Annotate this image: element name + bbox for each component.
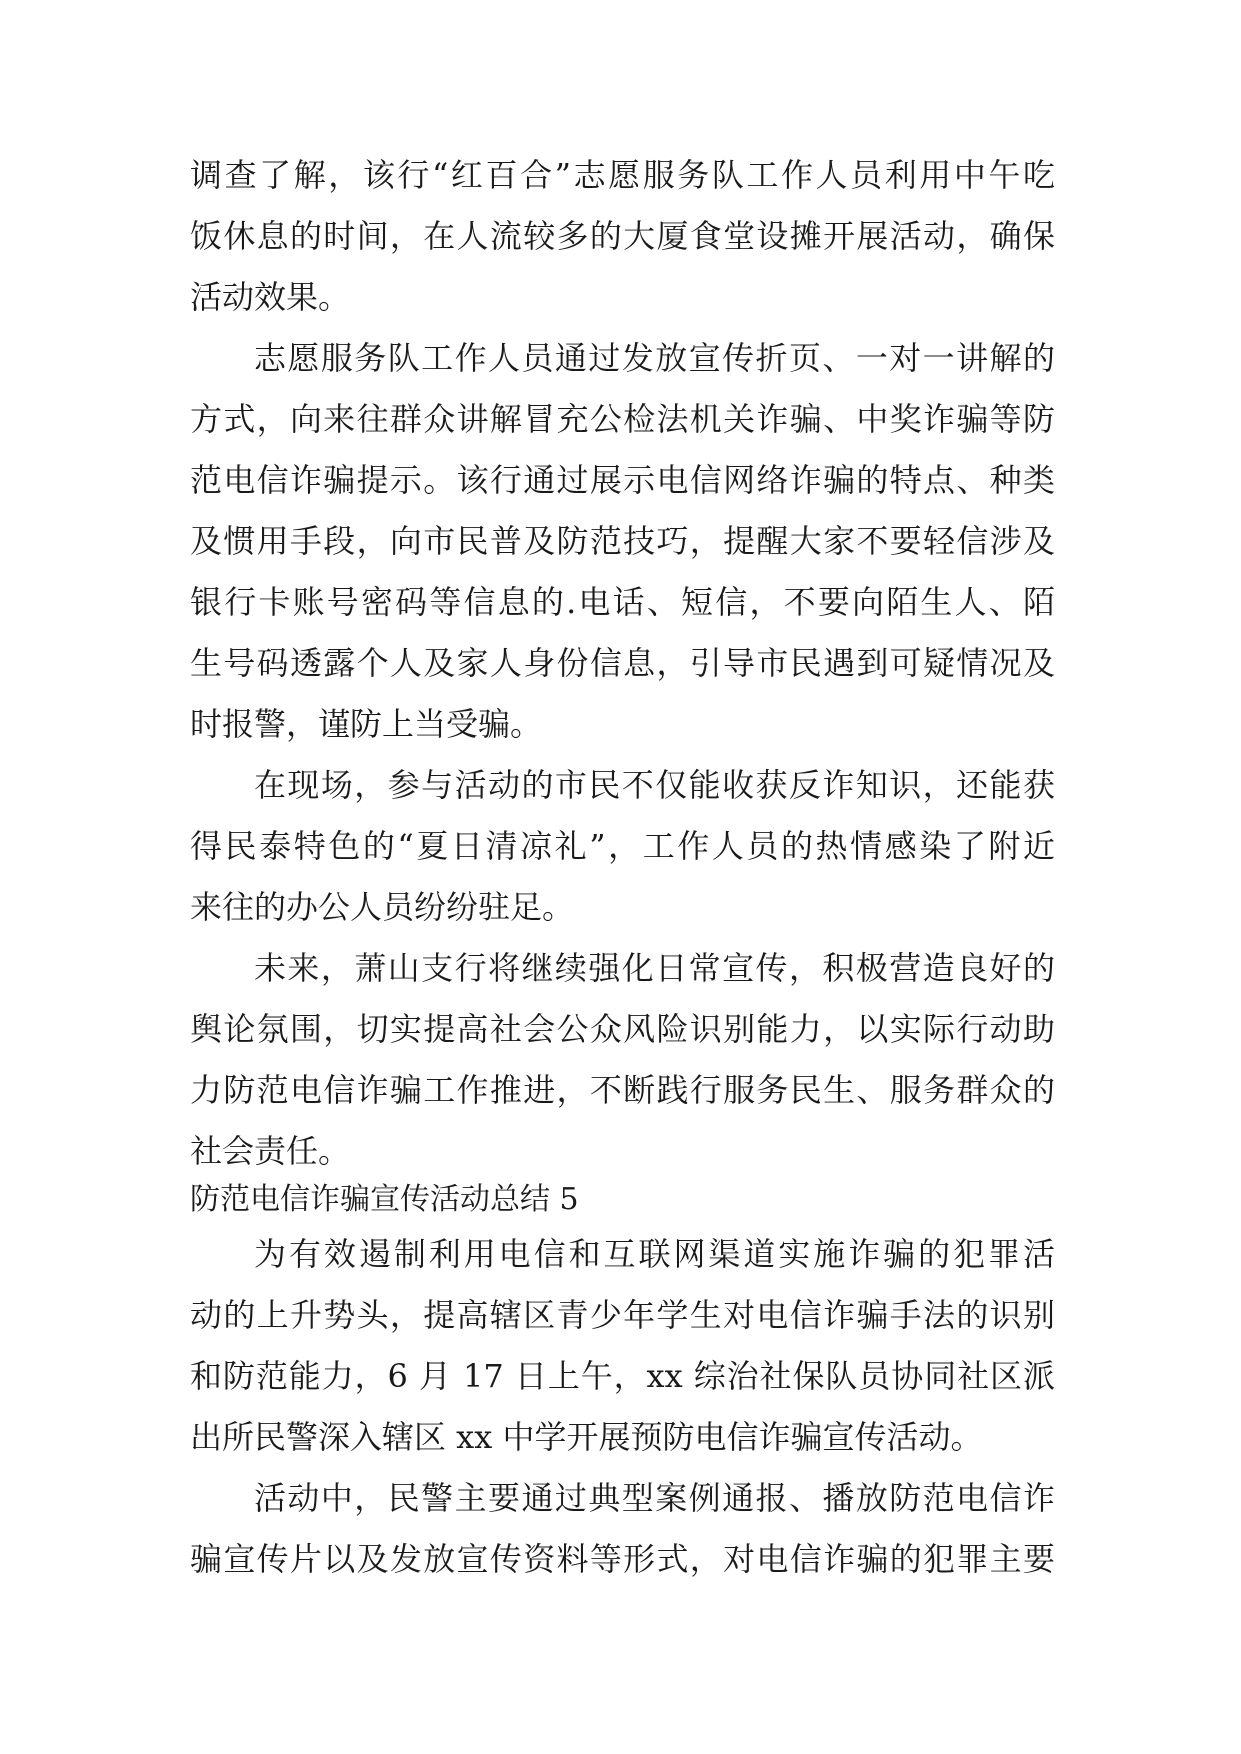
text-line: 动的上升势头，提高辖区青少年学生对电信诈骗手法的识别 — [190, 1296, 1055, 1334]
text-line: 为有效遏制利用电信和互联网渠道实施诈骗的犯罪活 — [254, 1235, 1055, 1273]
text-line: 饭休息的时间，在人流较多的大厦食堂设摊开展活动，确保 — [190, 217, 1055, 255]
section-heading: 防范电信诈骗宣传活动总结 5 — [190, 1182, 579, 1217]
text-line: 来往的办公人员纷纷驻足。 — [190, 888, 575, 926]
text-line: 舆论氛围，切实提高社会公众风险识别能力，以实际行动助 — [190, 1010, 1055, 1048]
document-page — [190, 145, 1055, 1590]
text-line: 未来，萧山支行将继续强化日常宣传，积极营造良好的 — [254, 949, 1055, 987]
text-line: 方式，向来往群众讲解冒充公检法机关诈骗、中奖诈骗等防 — [190, 400, 1055, 438]
text-line: 志愿服务队工作人员通过发放宣传折页、一对一讲解的 — [254, 339, 1055, 377]
text-line: 调查了解，该行“红百合”志愿服务队工作人员利用中午吃 — [190, 156, 1055, 194]
text-line: 社会责任。 — [190, 1132, 351, 1170]
text-line: 生号码透露个人及家人身份信息，引导市民遇到可疑情况及 — [190, 644, 1055, 682]
text-line: 时报警，谨防上当受骗。 — [190, 705, 543, 743]
text-line: 出所民警深入辖区 xx 中学开展预防电信诈骗宣传活动。 — [190, 1418, 983, 1456]
text-line: 力防范电信诈骗工作推进，不断践行服务民生、服务群众的 — [190, 1071, 1055, 1109]
text-line: 在现场，参与活动的市民不仅能收获反诈知识，还能获 — [254, 766, 1055, 804]
text-line: 范电信诈骗提示。该行通过展示电信网络诈骗的特点、种类 — [190, 461, 1055, 499]
text-line: 银行卡账号密码等信息的.电话、短信，不要向陌生人、陌 — [190, 583, 1055, 621]
text-line: 活动中，民警主要通过典型案例通报、播放防范电信诈 — [254, 1479, 1055, 1517]
text-line: 骗宣传片以及发放宣传资料等形式，对电信诈骗的犯罪主要 — [190, 1540, 1055, 1578]
text-line: 活动效果。 — [190, 278, 351, 316]
text-line: 和防范能力，6 月 17 日上午，xx 综治社保队员协同社区派 — [190, 1357, 1055, 1395]
text-line: 得民泰特色的“夏日清凉礼”，工作人员的热情感染了附近 — [190, 827, 1055, 865]
text-line: 及惯用手段，向市民普及防范技巧，提醒大家不要轻信涉及 — [190, 522, 1055, 560]
